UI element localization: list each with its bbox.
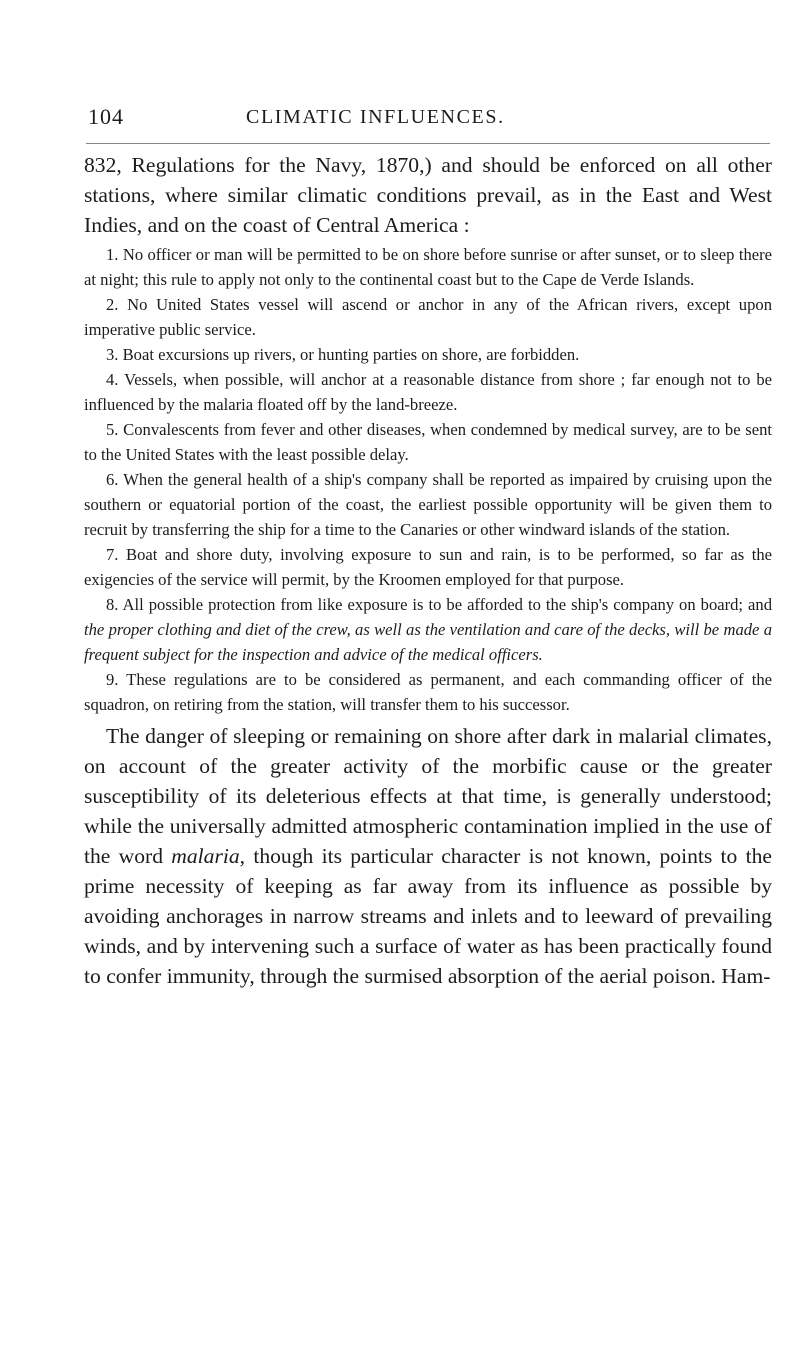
regulation-text: These regulations are to be considered as permanent, and each commanding officer of the squadron, on retiring from the station, will transfer them to his successor.: [84, 670, 772, 714]
regulation-number: 6.: [106, 470, 119, 489]
chapter-title: CLIMATIC INFLUENCES.: [246, 106, 505, 128]
regulation-number: 2.: [106, 295, 119, 314]
regulation-number: 9.: [106, 670, 119, 689]
regulation-2: [84, 292, 772, 342]
regulations-list: [84, 242, 772, 717]
running-head: [86, 104, 766, 134]
regulation-number: 7.: [106, 545, 119, 564]
regulation-text: Convalescents from fever and other diseases, when condemned by medical survey, are to be sent to the United States with the least possible delay.: [84, 420, 773, 464]
page-body: [84, 150, 772, 991]
closing-text-end: , though its particular character is not known, points to the prime necessity of keeping as far away from its influence as possible by avoiding anchorages in narrow streams and inlets and to leeward of prevailing winds, and by intervening such a surface of water as has been practically found to confer immunity, through the surmised absorption of the aerial poison. Ham-: [84, 844, 772, 988]
regulation-1: [84, 242, 772, 292]
regulation-6: [84, 467, 772, 542]
malaria-term: malaria: [171, 844, 240, 868]
header-divider: [86, 143, 770, 144]
regulation-number: 1.: [106, 245, 119, 264]
closing-paragraph: [84, 721, 772, 991]
regulation-text: Boat and shore duty, involving exposure to sun and rain, is to be performed, so far as the exigencies of the service will permit, by the Kroomen employed for that purpose.: [84, 545, 772, 589]
regulation-5: [84, 417, 772, 467]
page-number: 104: [88, 104, 124, 129]
regulation-number: 8.: [106, 595, 119, 614]
regulation-text: No officer or man will be permitted to be on shore before sunrise or after sunset, or to sleep there at night; this rule to apply not only to the continental coast but to the Cape de Verde Islands.: [84, 245, 772, 289]
regulation-text: No United States vessel will ascend or anchor in any of the African rivers, except upon imperative public service.: [84, 295, 772, 339]
regulation-number: 5.: [106, 420, 119, 439]
regulation-text: All possible protection from like exposure is to be afforded to the ship's company on board; and: [122, 595, 772, 614]
regulation-4: [84, 367, 772, 417]
regulation-9: [84, 667, 772, 717]
regulation-number: 4.: [106, 370, 119, 389]
regulation-text: When the general health of a ship's company shall be reported as impaired by cruising upon the southern or equatorial portion of the coast, the earliest possible opportunity will be given them to recruit by transferring the ship for a time to the Canaries or other windward islands of the station.: [84, 470, 772, 539]
regulation-text: Boat excursions up rivers, or hunting parties on shore, are forbidden.: [122, 345, 580, 364]
regulation-text-italic: the proper clothing and diet of the crew, as well as the ventilation and care of the decks, will be made a frequent subject for the inspection and advice of the medical officers.: [84, 620, 772, 664]
intro-paragraph: 832, Regulations for the Navy, 1870,) and should be enforced on all other stations, where similar climatic conditions prevail, as in the East and West Indies, and on the coast of Central America :: [84, 153, 772, 237]
regulation-text: Vessels, when possible, will anchor at a reasonable distance from shore ; far enough not to be influenced by the malaria floated off by the land-breeze.: [84, 370, 772, 414]
regulation-8: [84, 592, 772, 667]
regulation-number: 3.: [106, 345, 119, 364]
regulation-7: [84, 542, 772, 592]
regulation-3: [84, 342, 772, 367]
closing-text-start: The danger of sleeping or remaining on shore after dark in malarial climates, on account of the greater activity of the morbific cause or the greater susceptibility of its deleterious effects at that time, is generally understood; while the universally admitted atmospheric contamination implied in the use of the word: [84, 724, 772, 868]
